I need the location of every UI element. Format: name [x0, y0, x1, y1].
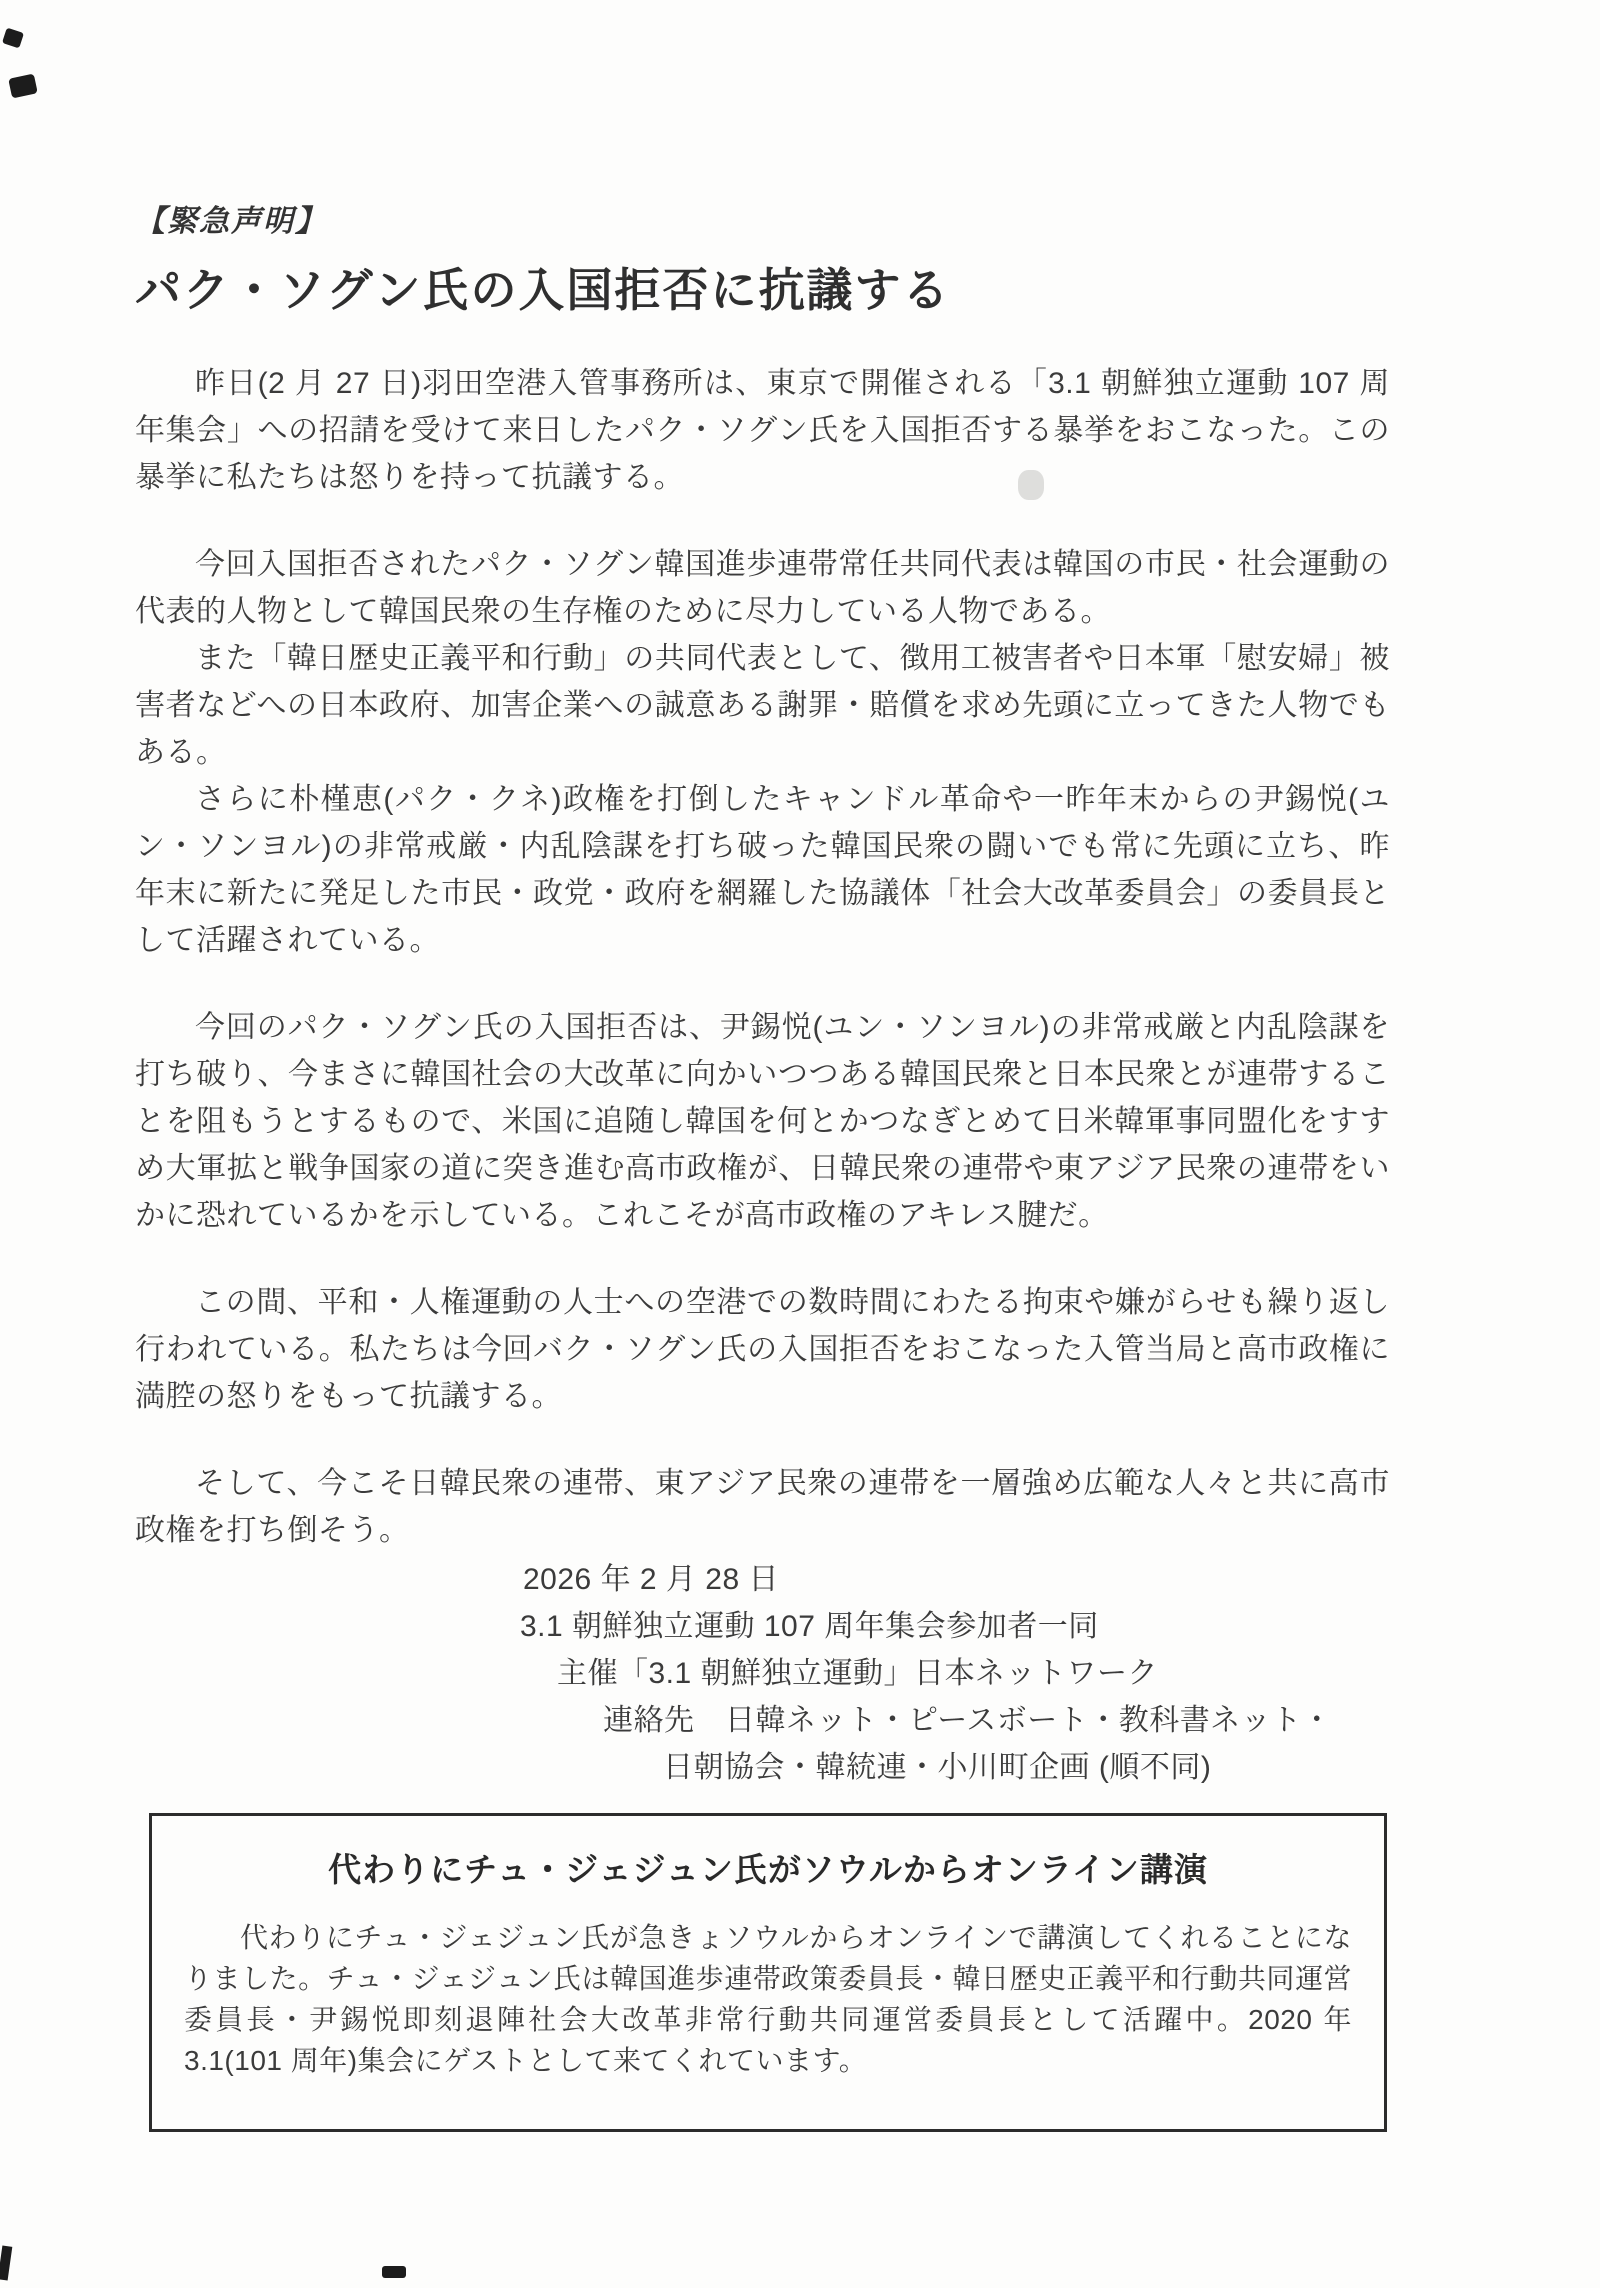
paragraph-block-5: [135, 1460, 1390, 1554]
announcement-body: 代わりにチュ・ジェジュン氏が急きょソウルからオンラインで講演してくれることになりました。チュ・ジェジュン氏は韓国進歩連帯政策委員長・韓日歴史正義平和行動共同運営委員長・尹錫悦即刻退陣社会大改革非常行動共同運営委員長として活躍中。2020 年 3.1(101 周年)集会にゲストとして来てくれています。: [184, 1922, 1352, 2076]
scan-artifact: [8, 74, 38, 99]
scan-artifact: [0, 2245, 12, 2280]
paragraph-block-3: [135, 1004, 1390, 1239]
signature-date: 2026 年 2 月 28 日: [523, 1563, 779, 1596]
announcement-box: [149, 1813, 1387, 2132]
announcement-title: 代わりにチュ・ジェジュン氏がソウルからオンライン講演: [328, 1851, 1208, 1888]
paragraph: 昨日(2 月 27 日)羽田空港入管事務所は、東京で開催される「3.1 朝鮮独立運動 107 周年集会」への招請を受けて来日したパク・ソグン氏を入国拒否する暴挙をおこなった。この暴挙に私たちは怒りを持って抗議する。: [135, 367, 1390, 494]
paragraph: また「韓日歴史正義平和行動」の共同代表として、徴用工被害者や日本軍「慰安婦」被害者などへの日本政府、加害企業への誠意ある謝罪・賠償を求め先頭に立ってきた人物でもある。: [135, 642, 1390, 769]
paragraph: 今回のパク・ソグン氏の入国拒否は、尹錫悦(ユン・ソンヨル)の非常戒厳と内乱陰謀を打ち破り、今まさに韓国社会の大改革に向かいつつある韓国民衆と日本民衆とが連帯することを阻もうとするもので、米国に追随し韓国を何とかつなぎとめて日米韓軍事同盟化をすすめ大軍拡と戦争国家の道に突き進む高市政権が、日韓民衆の連帯や東アジア民衆の連帯をいかに恐れているかを示している。これこそが高市政権のアキレス腱だ。: [135, 1011, 1390, 1232]
signature-contact-line: 日朝協会・韓統連・小川町企画 (順不同): [663, 1751, 1212, 1784]
paragraph: この間、平和・人権運動の人士への空港での数時間にわたる拘束や嫌がらせも繰り返し行われている。私たちは今回バク・ソグン氏の入国拒否をおこなった入管当局と高市政権に満腔の怒りをもって抗議する。: [135, 1286, 1390, 1413]
paragraph-block-4: [135, 1279, 1390, 1420]
paragraph-block-2: [135, 541, 1390, 964]
paragraph: そして、今こそ日韓民衆の連帯、東アジア民衆の連帯を一層強め広範な人々と共に高市政権を打ち倒そう。: [135, 1467, 1390, 1547]
scan-artifact: [2, 28, 24, 49]
signature-issuer: 3.1 朝鮮独立運動 107 周年集会参加者一同: [520, 1610, 1099, 1643]
paragraph-block-1: [135, 360, 1390, 501]
paragraph: さらに朴槿恵(パク・クネ)政権を打倒したキャンドル革命や一昨年末からの尹錫悦(ユン・ソンヨル)の非常戒厳・内乱陰謀を打ち破った韓国民衆の闘いでも常に先頭に立ち、昨年末に新たに発足した市民・政党・政府を網羅した協議体「社会大改革委員会」の委員長として活躍されている。: [135, 783, 1390, 957]
document-content: [135, 196, 1390, 2132]
signature-block: [135, 1556, 1390, 1791]
document-title: パク・ソグン氏の入国拒否に抗議する: [135, 264, 951, 316]
document-tag: 【緊急声明】: [135, 205, 327, 238]
signature-contact-line: 連絡先 日韓ネット・ピースボート・教科書ネット・: [603, 1704, 1333, 1737]
signature-organizer: 主催「3.1 朝鮮独立運動」日本ネットワーク: [557, 1657, 1159, 1690]
scan-artifact: [382, 2266, 406, 2278]
paragraph: 今回入国拒否されたパク・ソグン韓国進歩連帯常任共同代表は韓国の市民・社会運動の代表的人物として韓国民衆の生存権のために尽力している人物である。: [135, 548, 1390, 628]
